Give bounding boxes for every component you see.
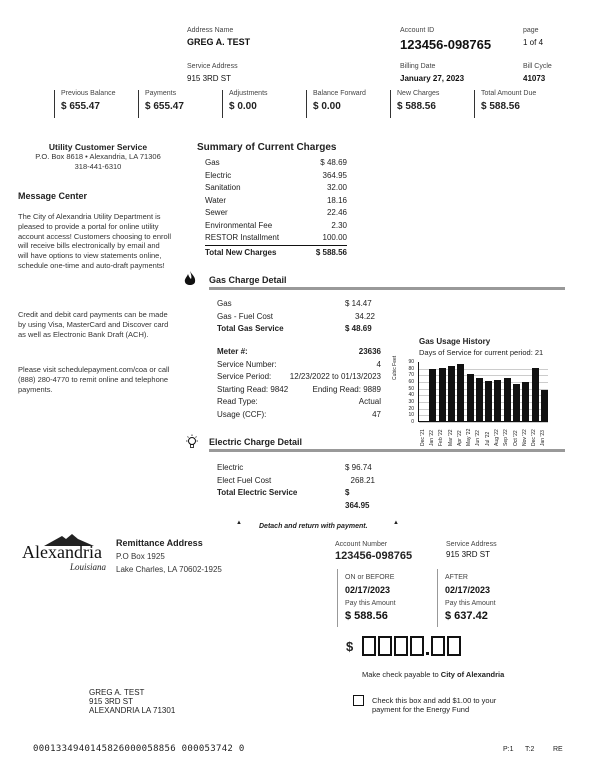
chart-bar xyxy=(513,384,520,421)
gas-section-title: Gas Charge Detail xyxy=(209,275,287,285)
gas-divider xyxy=(209,287,565,290)
new-charges: New Charges $ 588.56 xyxy=(390,90,439,118)
pay-value-1: $ 588.56 xyxy=(345,610,388,622)
summary-table xyxy=(205,157,347,259)
chart-bar xyxy=(439,368,446,421)
pay-value-2: $ 637.42 xyxy=(445,610,488,622)
chart-x-tick: Oct '22 xyxy=(512,430,519,446)
chart-x-tick: Mar '22 xyxy=(447,429,454,446)
energy-fund-checkbox[interactable] xyxy=(353,695,364,706)
chart-x-tick: Feb '22 xyxy=(438,429,445,446)
micr-line: 0001334940145826000058856 000053742 0 xyxy=(33,744,245,754)
mailing-address: GREG A. TEST 915 3RD ST ALEXANDRIA LA 71301 xyxy=(89,688,176,716)
message-p1: The City of Alexandria Utility Department is pleased to provide a portal for online utility account access! Customers choosing to enroll will receive bills electronically by email and will have options to view statements online, schedule one-time and auto-draft payments! xyxy=(18,212,171,270)
flame-icon xyxy=(184,271,196,292)
pay-label-1: Pay this Amount xyxy=(345,600,396,607)
service-address: 915 3RD ST xyxy=(187,74,232,83)
account-id-label: Account ID xyxy=(400,27,435,34)
address-name: GREG A. TEST xyxy=(187,37,251,47)
chart-x-tick: Jul '22 xyxy=(484,431,491,446)
on-before-date: 02/17/2023 xyxy=(345,585,391,595)
summary-row: Electric 364.95 xyxy=(205,170,347,180)
summary-total: Total New Charges $ 588.56 xyxy=(205,247,347,257)
after-date: 02/17/2023 xyxy=(445,585,491,595)
electric-charges: Electric $ 96.74 Elect Fuel Cost 268.21 Total Electric Service $ 364.95 xyxy=(217,463,375,510)
pay-label-2: Pay this Amount xyxy=(445,600,496,607)
summary-row: Sanitation 32.00 xyxy=(205,183,347,192)
chart-x-tick: Dec '22 xyxy=(531,429,538,446)
chart-bar xyxy=(429,369,436,421)
customer-service: Utility Customer Service P.O. Box 8618 • Alexandria, LA 71306 318-441-6310 xyxy=(35,142,161,171)
chart-plot xyxy=(418,362,548,422)
chart-y-tick: 50 xyxy=(408,385,414,392)
chart-ylabel: Cubic Feet xyxy=(392,355,398,380)
p1-code: P:1 xyxy=(503,746,514,753)
chart-x-tick: Dec '21 xyxy=(419,429,426,446)
dollar-sign: $ xyxy=(346,639,354,654)
chart-subtitle: Days of Service for current period: 21 xyxy=(419,348,544,357)
summary-row: Environmental Fee 2.30 xyxy=(205,220,347,230)
remit-service-value: 915 3RD ST xyxy=(446,550,491,559)
amount-box[interactable] xyxy=(394,636,408,656)
electric-divider xyxy=(209,449,565,452)
remit-account-label: Account Number xyxy=(335,541,388,548)
chart-bar xyxy=(457,364,464,421)
previous-balance: Previous Balance $ 655.47 xyxy=(54,90,115,118)
billing-date-label: Billing Date xyxy=(400,63,436,70)
bill-cycle: 41073 xyxy=(523,74,546,83)
bill-cycle-label: Bill Cycle xyxy=(523,63,552,70)
chart-y-tick: 10 xyxy=(408,412,414,419)
chart-x-tick: Nov '22 xyxy=(521,429,528,446)
detach-arrow-right: ▲ xyxy=(393,520,399,526)
detach-text: Detach and return with payment. xyxy=(259,523,368,530)
chart-y-tick: 40 xyxy=(408,392,414,399)
remittance-line2: Lake Charles, LA 70602-1925 xyxy=(116,565,222,574)
chart-bar xyxy=(522,382,529,421)
chart-x-tick: Jan '23 xyxy=(540,430,547,446)
chart-y-tick: 30 xyxy=(408,399,414,405)
chart-bar xyxy=(532,368,539,421)
chart-y-tick: 0 xyxy=(411,419,414,425)
alexandria-logo: Alexandria Louisiana xyxy=(22,534,112,576)
gas-charges: Gas $ 14.47 Gas - Fuel Cost 34.22 Total Gas Service $ 48.69 xyxy=(217,299,375,333)
divider xyxy=(437,569,438,627)
chart-bar xyxy=(485,381,492,421)
summary-row: RESTOR Installment 100.00 xyxy=(205,232,347,246)
amount-box[interactable] xyxy=(431,636,445,656)
message-p3: Please visit schedulepayment.com/coa or call (888) 280-4770 to remit online and telephone payments. xyxy=(18,365,170,394)
summary-row: Sewer 22.46 xyxy=(205,208,347,217)
amount-box[interactable] xyxy=(447,636,461,656)
adjustments: Adjustments $ 0.00 xyxy=(222,90,268,118)
amount-box[interactable] xyxy=(362,636,376,656)
chart-x-tick: Aug '22 xyxy=(493,429,500,446)
chart-y-tick: 90 xyxy=(408,359,414,365)
balance-forward: Balance Forward $ 0.00 xyxy=(306,90,366,118)
chart-x-axis xyxy=(418,424,548,446)
chart-x-tick: May '22 xyxy=(466,428,473,446)
re-code: RE xyxy=(553,746,563,753)
on-before-label: ON or BEFORE xyxy=(345,574,395,581)
payments: Payments $ 655.47 xyxy=(138,90,184,118)
summary-title: Summary of Current Charges xyxy=(197,142,337,153)
summary-row: Gas $ 48.69 xyxy=(205,158,347,167)
chart-y-axis xyxy=(404,360,416,424)
page-value: 1 of 4 xyxy=(523,38,544,47)
amount-box[interactable] xyxy=(410,636,424,656)
electric-section-title: Electric Charge Detail xyxy=(209,437,303,447)
chart-bar xyxy=(476,378,483,421)
remittance-line1: P.O Box 1925 xyxy=(116,552,165,561)
billing-date: January 27, 2023 xyxy=(400,74,465,83)
energy-fund-text: Check this box and add $1.00 to your payment for the Energy Fund xyxy=(372,696,497,715)
chart-bar xyxy=(504,378,511,421)
remit-service-label: Service Address xyxy=(446,541,497,548)
chart-y-tick: 70 xyxy=(408,372,414,379)
chart-bar xyxy=(541,390,548,421)
chart-x-tick: Jan '22 xyxy=(428,430,435,446)
chart-title: Gas Usage History xyxy=(419,337,491,346)
chart-bar xyxy=(448,366,455,421)
chart-gridline xyxy=(419,422,548,423)
payable-note: Make check payable to City of Alexandria xyxy=(362,670,505,679)
total-amount-due: Total Amount Due $ 588.56 xyxy=(474,90,536,118)
chart-x-tick: Apr '22 xyxy=(456,430,463,446)
message-center-title: Message Center xyxy=(18,191,88,201)
remit-account-value: 123456-098765 xyxy=(335,550,413,562)
chart-y-tick: 20 xyxy=(408,405,414,412)
summary-row: Water 18.16 xyxy=(205,195,347,205)
remittance-title: Remittance Address xyxy=(116,538,203,548)
decimal-point xyxy=(426,652,429,655)
address-name-label: Address Name xyxy=(187,27,234,34)
chart-bar xyxy=(467,374,474,421)
meter-info: Meter #: 23636 Service Number: 4 Service Period: 12/23/2022 to 01/13/2023 Starting Read: 9842 Ending Read: 9889 Read Type: Actual Usage (CCF): 47 xyxy=(217,347,381,419)
lightbulb-icon xyxy=(184,434,200,455)
page-label: page xyxy=(523,27,539,34)
amount-box[interactable] xyxy=(378,636,392,656)
chart-bar xyxy=(494,380,501,421)
chart-y-tick: 60 xyxy=(408,379,414,385)
service-address-label: Service Address xyxy=(187,63,238,70)
account-id: 123456-098765 xyxy=(400,37,492,52)
chart-x-tick: Jun '22 xyxy=(475,430,482,446)
after-label: AFTER xyxy=(445,574,468,581)
chart-x-tick: Sep '22 xyxy=(503,429,510,446)
message-p2: Credit and debit card payments can be made by using Visa, MasterCard and Discover card as well as Electronic Bank Draft (ACH). xyxy=(18,310,169,339)
chart-y-tick: 80 xyxy=(408,365,414,372)
detach-arrow-left: ▲ xyxy=(236,520,242,526)
t2-code: T:2 xyxy=(525,746,535,753)
divider xyxy=(337,569,338,627)
